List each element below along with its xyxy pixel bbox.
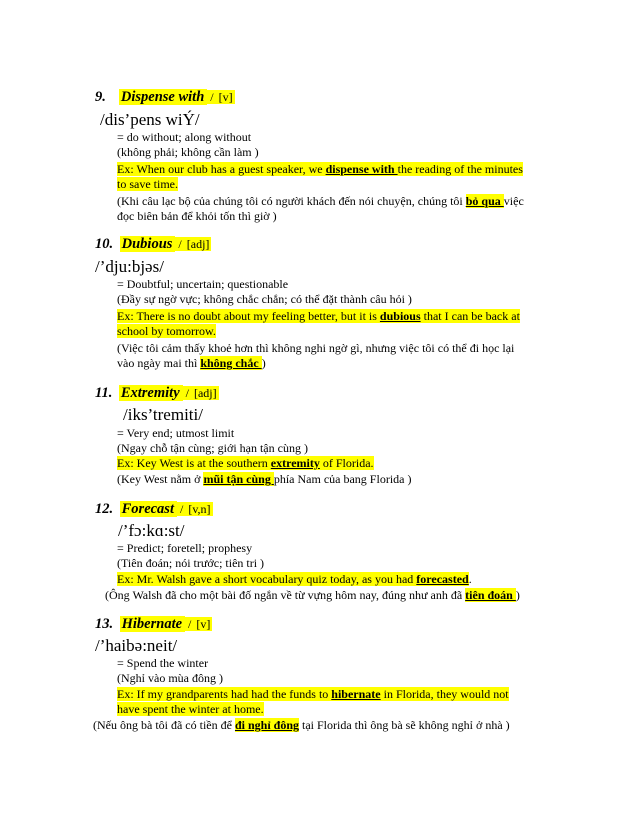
meaning-vi: (Tiên đoán; nói trước; tiên tri ) [117, 556, 265, 570]
meaning-en: = Doubtful; uncertain; questionable [117, 277, 289, 291]
example-line-2: school by tomorrow. [117, 324, 216, 338]
example-line-1: Ex: When our club has a guest speaker, we dispense with the reading of the minutes [117, 162, 523, 176]
meaning-vi: (Đầy sự ngờ vực; không chắc chắn; có thể đặt thành câu hỏi ) [117, 292, 412, 306]
entry-heading: 11. Extremity / [adj] [95, 385, 217, 401]
translation-keyword: đi nghỉ đông [234, 718, 300, 732]
meaning-vi: (không phải; không cần làm ) [117, 145, 259, 159]
example-line-1: Ex: Key West is at the southern extremity of Florida. [117, 456, 374, 470]
meaning-en: = Predict; foretell; prophesy [117, 541, 253, 555]
entry-number: 12. [95, 501, 114, 517]
pronunciation: /dis’pens wiÝ/ [100, 110, 200, 129]
translation-line-1: (Việc tôi cảm thấy khoẻ hơn thì không nghi ngờ gì, nhưng việc tôi có thể đi học lại [117, 341, 515, 355]
meaning-en: = do without; along without [117, 130, 252, 144]
entry-heading: 12. Forecast / [v,n] [95, 501, 211, 517]
translation-line-2: vào ngày mai thì không chắc ) [117, 356, 266, 370]
entry-heading: 13. Hibernate / [v] [95, 616, 211, 632]
entry-number: 13. [95, 616, 114, 632]
part-of-speech: [adj] [193, 386, 217, 400]
entry-word: Dispense with [119, 89, 207, 105]
translation-keyword: tiên đoán [465, 588, 516, 602]
entry-word: Extremity [119, 385, 183, 401]
example-keyword: hibernate [331, 687, 381, 701]
translation-line-1: (Key West nằm ở mũi tận cùng phía Nam của bang Florida ) [117, 472, 412, 486]
translation-keyword: không chắc [200, 356, 262, 370]
pronunciation: /’haibə:neit/ [95, 636, 178, 655]
pronunciation: /’fɔ:kɑ:st/ [118, 521, 185, 540]
translation-keyword: mũi tận cùng [203, 472, 274, 486]
meaning-en: = Very end; utmost limit [117, 426, 235, 440]
example-line-1: Ex: If my grandparents had had the funds to hibernate in Florida, they would not [117, 687, 509, 701]
meaning-vi: (Nghỉ vào mùa đông ) [117, 671, 223, 685]
translation-line-1: (Nếu ông bà tôi đã có tiền để đi nghỉ đông tại Florida thì ông bà sẽ không nghỉ ở nhà ) [93, 718, 510, 732]
part-of-speech: [v] [196, 617, 211, 631]
example-keyword: dispense with [325, 162, 398, 176]
translation-line-1: (Khi câu lạc bộ của chúng tôi có người khách đến nói chuyện, chúng tôi bỏ qua việc [117, 194, 524, 208]
example-line-1: Ex: There is no doubt about my feeling better, but it is dubious that I can be back at [117, 309, 520, 323]
translation-line-2: đọc biên bản để khỏi tốn thì giờ ) [117, 209, 277, 223]
part-of-speech: [v,n] [188, 502, 211, 516]
example-line-2: have spent the winter at home. [117, 702, 264, 716]
pronunciation: /’dju:bjəs/ [95, 257, 164, 276]
pronunciation: /iks’tremiti/ [123, 405, 203, 424]
entry-word: Dubious [120, 236, 176, 252]
entry-word: Forecast [120, 501, 177, 517]
entry-heading: 9. Dispense with / [v] [95, 89, 233, 105]
entry-word: Hibernate [120, 616, 185, 632]
part-of-speech: [adj] [186, 237, 210, 251]
entry-heading: 10. Dubious / [adj] [95, 236, 210, 252]
entry-number: 10. [95, 236, 114, 252]
example-keyword: extremity [270, 456, 320, 470]
meaning-vi: (Ngay chỗ tận cùng; giới hạn tận cùng ) [117, 441, 308, 455]
part-of-speech: [v] [218, 90, 233, 104]
example-keyword: dubious [379, 309, 421, 323]
example-line-1: Ex: Mr. Walsh gave a short vocabulary quiz today, as you had forecasted. [117, 572, 472, 586]
entry-number: 11. [95, 385, 113, 401]
translation-line-1: (Ông Walsh đã cho một bài đố ngắn về từ vựng hôm nay, đúng như anh đã tiên đoán ) [105, 588, 520, 602]
example-line-2: to save time. [117, 177, 178, 191]
example-keyword: forecasted [416, 572, 469, 586]
meaning-en: = Spend the winter [117, 656, 209, 670]
translation-keyword: bỏ qua [465, 194, 504, 208]
entry-number: 9. [95, 89, 106, 105]
